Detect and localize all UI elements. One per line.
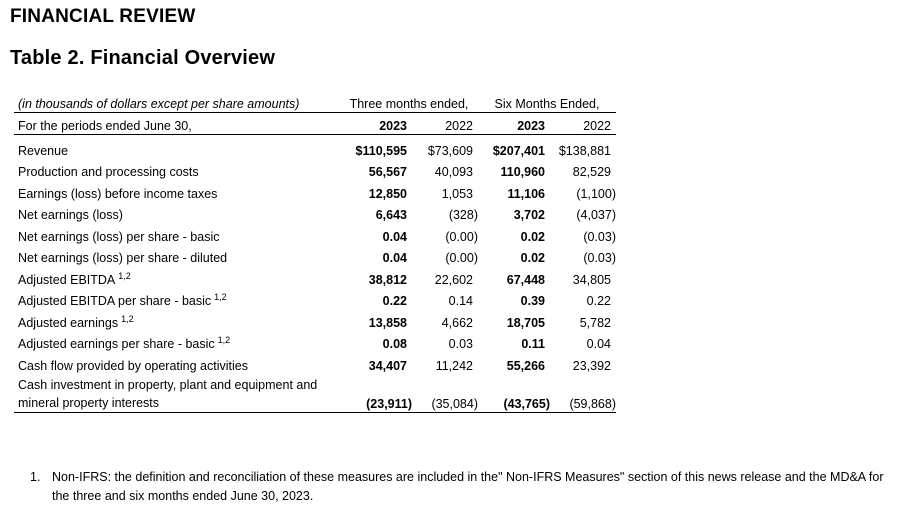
- value-cell: 0.22: [382, 294, 407, 308]
- row-label-text: Adjusted earnings per share - basic: [18, 337, 215, 351]
- value-cell: 0.11: [521, 337, 545, 351]
- row-label: [14, 180, 340, 202]
- value-cell: 1,053: [441, 186, 473, 201]
- value-cell: $73,609: [427, 143, 473, 158]
- row-label-text: Net earnings (loss) per share - diluted: [18, 251, 228, 265]
- row-label-text: Adjusted EBITDA per share - basic: [18, 294, 212, 308]
- row-label: [14, 266, 340, 288]
- value-cell: 34,805: [572, 272, 611, 287]
- row-label: [14, 331, 340, 353]
- row-label: [14, 202, 340, 224]
- row-label-text: Cash flow provided by operating activities: [18, 358, 248, 373]
- value-cell: 6,643: [375, 208, 407, 222]
- value-cell: 0.04: [586, 337, 611, 351]
- value-cell: 0.02: [520, 229, 545, 244]
- table-row: [14, 352, 616, 374]
- header-row-groups: [14, 92, 616, 113]
- value-cell: (4,037): [576, 208, 616, 222]
- value-cell: 0.02: [520, 251, 545, 265]
- table-row: [14, 331, 616, 353]
- period-label: For the periods ended June 30,: [14, 113, 340, 135]
- financial-overview-table: [14, 92, 616, 413]
- value-cell: 18,705: [506, 315, 545, 330]
- value-cell: 3,702: [513, 208, 545, 222]
- value-cell: (328): [448, 208, 478, 222]
- value-cell: (0.00): [445, 251, 478, 265]
- value-cell: 110,960: [500, 165, 545, 179]
- value-cell: 5,782: [579, 315, 611, 330]
- value-cell: 0.14: [448, 294, 473, 308]
- value-cell: (0.03): [583, 229, 616, 244]
- value-cell: (59,868): [550, 374, 616, 413]
- footnote-reference: 1,2: [214, 292, 227, 302]
- table-row: [14, 309, 616, 331]
- group-header-six-months: Six Months Ended,: [478, 92, 616, 113]
- value-cell: 12,850: [368, 186, 407, 201]
- table-row: [14, 202, 616, 224]
- row-label-text: Cash investment in property, plant and equipment and mineral property interests: [18, 377, 318, 410]
- value-cell: $207,401: [492, 143, 545, 158]
- value-cell: 40,093: [434, 165, 473, 179]
- row-label-text: Adjusted earnings: [18, 315, 119, 330]
- row-label: [14, 223, 340, 245]
- value-cell: 13,858: [368, 315, 407, 330]
- row-label: [14, 374, 340, 413]
- row-label: [14, 159, 340, 181]
- value-cell: $138,881: [558, 143, 611, 158]
- value-cell: 0.04: [382, 229, 407, 244]
- value-cell: (43,765): [478, 374, 550, 413]
- table-row: [14, 180, 616, 202]
- footnote-marker: 1.: [30, 470, 41, 484]
- footnote: [30, 468, 890, 505]
- footnote-reference: 1,2: [217, 335, 231, 345]
- row-label: [14, 288, 340, 310]
- row-label-text: Earnings (loss) before income taxes: [18, 186, 218, 201]
- value-cell: (1,100): [576, 186, 616, 201]
- row-label: [14, 309, 340, 331]
- value-cell: 0.04: [382, 251, 407, 265]
- value-cell: 0.08: [382, 337, 407, 351]
- year-header: 2022: [412, 113, 478, 135]
- year-header: 2023: [340, 113, 412, 135]
- footnote-reference: 1,2: [118, 270, 131, 281]
- row-label-text: Net earnings (loss) per share - basic: [18, 229, 220, 244]
- value-cell: 0.03: [448, 337, 473, 351]
- value-cell: 0.39: [520, 294, 545, 308]
- year-header: 2023: [478, 113, 550, 135]
- units-note: (in thousands of dollars except per share amounts): [14, 92, 340, 113]
- section-heading: FINANCIAL REVIEW: [10, 6, 196, 27]
- value-cell: 55,266: [506, 358, 545, 373]
- row-label-text: Production and processing costs: [18, 165, 199, 179]
- value-cell: 56,567: [368, 165, 407, 179]
- value-cell: (0.03): [583, 251, 616, 265]
- table-row: [14, 288, 616, 310]
- value-cell: 4,662: [441, 315, 473, 330]
- value-cell: 34,407: [368, 358, 407, 373]
- row-label-text: Net earnings (loss): [18, 208, 123, 222]
- row-label: [14, 135, 340, 159]
- footnote-text: Non-IFRS: the definition and reconciliation of these measures are included in the" Non-IFRS Measures" section of this news release and the MD&A for the three and six months ended June 30, 2023.: [52, 470, 884, 503]
- footnote-reference: 1,2: [121, 313, 134, 324]
- row-label-text: Adjusted EBITDA: [18, 272, 116, 287]
- value-cell: (23,911): [340, 374, 412, 413]
- year-header: 2022: [550, 113, 616, 135]
- group-header-three-months: Three months ended,: [340, 92, 478, 113]
- value-cell: 0.22: [586, 294, 611, 308]
- row-label: [14, 352, 340, 374]
- table-row: [14, 135, 616, 159]
- value-cell: 11,106: [507, 186, 545, 201]
- value-cell: 82,529: [572, 165, 611, 179]
- value-cell: 67,448: [506, 272, 545, 287]
- table-row: [14, 266, 616, 288]
- row-label: [14, 245, 340, 267]
- value-cell: $110,595: [355, 143, 407, 158]
- table-row: [14, 374, 616, 413]
- value-cell: 22,602: [434, 272, 473, 287]
- table-title: Table 2. Financial Overview: [10, 47, 276, 69]
- value-cell: 38,812: [368, 272, 407, 287]
- row-label-text: Revenue: [18, 143, 69, 158]
- value-cell: (35,084): [412, 374, 478, 413]
- table-row: [14, 223, 616, 245]
- value-cell: 23,392: [572, 358, 611, 373]
- header-row-years: [14, 113, 616, 135]
- table-row: [14, 159, 616, 181]
- value-cell: (0.00): [445, 229, 478, 244]
- value-cell: 11,242: [435, 358, 473, 373]
- table-row: [14, 245, 616, 267]
